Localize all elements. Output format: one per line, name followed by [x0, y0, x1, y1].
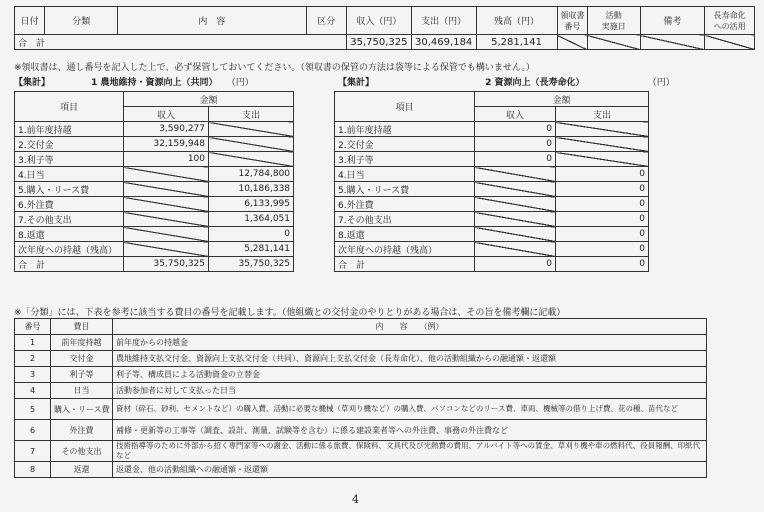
ledger-header-table	[14, 6, 755, 50]
row-income: 0	[475, 137, 556, 152]
col-activity-line2: 実施日	[601, 21, 626, 31]
right-unit: （円）	[647, 78, 675, 88]
col-activity-date	[587, 7, 640, 35]
header-row	[15, 7, 755, 35]
total-expense: 30,469,184	[411, 35, 476, 50]
table-row	[15, 122, 294, 137]
table-row	[15, 441, 707, 462]
row-income-blank	[475, 242, 556, 257]
table-row	[335, 137, 649, 152]
left-unit: （円）	[226, 78, 254, 88]
col-content: 内 容 （例）	[113, 319, 707, 335]
row-expense-blank	[556, 122, 649, 137]
left-total-income: 35,750,325	[124, 257, 209, 272]
table-row	[15, 242, 294, 257]
row-income: 100	[124, 152, 209, 167]
row-no: 4	[15, 383, 51, 399]
row-label: 5.購入・リース費	[15, 182, 124, 197]
left-summary-table	[14, 91, 294, 272]
row-content: 資材（砕石、砂利、セメントなど）の購入費、活動に必要な機械（草刈り機など）の購入費、パソコンなどのリース費、車両、機械等の借り上げ費、花の種、苗代など	[113, 399, 707, 420]
right-total-expense: 0	[556, 257, 649, 272]
right-col-item: 項目	[335, 92, 475, 122]
row-content: 補修・更新等の工事等（調査、設計、測量、試験等を含む）に係る建設業者等への外注費、事務の外注費など	[113, 420, 707, 441]
table-row	[335, 122, 649, 137]
left-col-income: 収入	[124, 107, 209, 122]
col-content: 内 容	[118, 7, 306, 35]
table-row	[15, 137, 294, 152]
row-item: 前年度持越	[51, 335, 113, 351]
col-activity-line1: 活動	[605, 10, 622, 20]
table-row	[15, 399, 707, 420]
row-expense-blank	[556, 137, 649, 152]
table-row	[335, 197, 649, 212]
row-expense: 0	[209, 227, 294, 242]
row-item: 日当	[51, 383, 113, 399]
row-expense: 10,186,338	[209, 182, 294, 197]
row-expense: 12,784,800	[209, 167, 294, 182]
row-label: 2.交付金	[335, 137, 475, 152]
activity-blank	[587, 35, 640, 50]
row-label: 7.その他支出	[335, 212, 475, 227]
row-expense-blank	[209, 152, 294, 167]
table-row	[15, 462, 707, 478]
col-receipt-line1: 領収書	[560, 10, 585, 20]
row-income: 0	[475, 152, 556, 167]
row-income-blank	[124, 182, 209, 197]
row-income: 3,590,277	[124, 122, 209, 137]
row-income-blank	[475, 212, 556, 227]
row-expense: 1,364,051	[209, 212, 294, 227]
right-col-income: 収入	[475, 107, 556, 122]
col-no: 番号	[15, 319, 51, 335]
col-date: 日付	[15, 7, 45, 35]
row-label: 次年度への持越（残高）	[15, 242, 124, 257]
row-expense: 0	[556, 197, 649, 212]
table-row	[335, 167, 649, 182]
row-label: 3.利子等	[15, 152, 124, 167]
col-item: 費目	[51, 319, 113, 335]
table-row	[15, 367, 707, 383]
row-content: 前年度からの持越金	[113, 335, 707, 351]
table-row	[15, 212, 294, 227]
row-income-blank	[475, 227, 556, 242]
row-income-blank	[475, 182, 556, 197]
category-table	[14, 318, 707, 478]
left-total-label: 合 計	[15, 257, 124, 272]
row-label: 8.返還	[335, 227, 475, 242]
col-longlife-line2: への活用	[713, 21, 746, 31]
row-label: 8.返還	[15, 227, 124, 242]
row-label: 2.交付金	[15, 137, 124, 152]
right-summary-table	[334, 91, 649, 272]
row-no: 5	[15, 399, 51, 420]
left-total-expense: 35,750,325	[209, 257, 294, 272]
row-label: 4.日当	[335, 167, 475, 182]
col-receipt-no	[557, 7, 587, 35]
row-label: 1.前年度持越	[335, 122, 475, 137]
row-income: 0	[475, 122, 556, 137]
row-item: 利子等	[51, 367, 113, 383]
row-income-blank	[124, 212, 209, 227]
left-section-title	[14, 75, 254, 88]
receipt-note: ※領収書は、通し番号を記入した上で、必ず保管しておいてください。（領収書の保管の方法は袋等による保管でも構いません。）	[14, 63, 535, 73]
table-row	[15, 182, 294, 197]
col-longlife-line1: 長寿命化	[713, 10, 746, 20]
right-col-amount: 金額	[475, 92, 649, 107]
row-income-blank	[475, 197, 556, 212]
row-item: その他支出	[51, 441, 113, 462]
left-col-item: 項目	[15, 92, 124, 122]
table-row	[15, 420, 707, 441]
row-no: 6	[15, 420, 51, 441]
row-income: 32,159,948	[124, 137, 209, 152]
right-total-label: 合 計	[335, 257, 475, 272]
table-row	[335, 212, 649, 227]
left-title: 1 農地維持・資源向上（共同）	[91, 78, 218, 88]
table-row	[15, 227, 294, 242]
row-expense-blank	[556, 152, 649, 167]
row-label: 次年度への持越（残高）	[335, 242, 475, 257]
row-content: 返還金、他の活動組織への融通額・返還額	[113, 462, 707, 478]
row-expense: 5,281,141	[209, 242, 294, 257]
col-balance: 残高（円）	[476, 7, 557, 35]
col-category: 分類	[45, 7, 118, 35]
table-row	[15, 383, 707, 399]
row-income-blank	[124, 227, 209, 242]
row-content: 利子等、構成員による活動資金の立替金	[113, 367, 707, 383]
row-income-blank	[475, 167, 556, 182]
right-tag: 【集計】	[338, 78, 375, 88]
left-col-expense: 支出	[209, 107, 294, 122]
row-no: 7	[15, 441, 51, 462]
longlife-blank	[705, 35, 755, 50]
receipt-blank	[557, 35, 587, 50]
col-remarks: 備考	[640, 7, 705, 35]
table-row	[335, 227, 649, 242]
category-header-row	[15, 319, 707, 335]
table-row	[335, 182, 649, 197]
table-row	[15, 335, 707, 351]
row-item: 外注費	[51, 420, 113, 441]
row-item: 交付金	[51, 351, 113, 367]
row-expense: 0	[556, 182, 649, 197]
total-row	[335, 257, 649, 272]
total-row	[15, 257, 294, 272]
right-section-title	[338, 75, 675, 88]
row-expense: 6,133,995	[209, 197, 294, 212]
table-row	[15, 152, 294, 167]
row-expense: 0	[556, 212, 649, 227]
row-income-blank	[124, 197, 209, 212]
page-number: 4	[352, 493, 359, 506]
col-receipt-line2: 番号	[564, 21, 581, 31]
row-item: 返還	[51, 462, 113, 478]
table-row	[15, 167, 294, 182]
row-no: 2	[15, 351, 51, 367]
row-label: 5.購入・リース費	[335, 182, 475, 197]
right-title: 2 資源向上（長寿命化）	[485, 78, 585, 88]
row-label: 4.日当	[15, 167, 124, 182]
left-col-amount: 金額	[124, 92, 294, 107]
row-content: 技術指導等のために外部から招く専門家等への謝金、活動に係る旅費、保険料、文具代及び光熱費の費用、アルバイト等への賃金、草刈り機や車の燃料代、役員報酬、印紙代など	[113, 441, 707, 462]
row-no: 8	[15, 462, 51, 478]
row-income-blank	[124, 167, 209, 182]
total-row	[15, 35, 755, 50]
row-label: 7.その他支出	[15, 212, 124, 227]
remarks-blank	[640, 35, 705, 50]
row-no: 3	[15, 367, 51, 383]
col-expense: 支出（円）	[411, 7, 476, 35]
row-no: 1	[15, 335, 51, 351]
total-income: 35,750,325	[347, 35, 412, 50]
left-tag: 【集計】	[14, 78, 51, 88]
row-expense: 0	[556, 167, 649, 182]
row-expense-blank	[209, 137, 294, 152]
total-balance: 5,281,141	[476, 35, 557, 50]
table-row	[15, 197, 294, 212]
row-content: 活動参加者に対して支払った日当	[113, 383, 707, 399]
row-expense: 0	[556, 242, 649, 257]
right-col-expense: 支出	[556, 107, 649, 122]
table-row	[335, 242, 649, 257]
row-label: 6.外注費	[15, 197, 124, 212]
col-division: 区分	[306, 7, 346, 35]
col-income: 収入（円）	[347, 7, 412, 35]
right-total-income: 0	[475, 257, 556, 272]
row-content: 農地維持支払交付金、資源向上支払交付金（共同）、資源向上支払交付金（長寿命化）、他の活動組織からの融通額・返還額	[113, 351, 707, 367]
row-label: 3.利子等	[335, 152, 475, 167]
row-expense-blank	[209, 122, 294, 137]
row-income-blank	[124, 242, 209, 257]
category-note: ※「分類」には、下表を参考に該当する費目の番号を記載します。（他組織との交付金のやりとりがある場合は、その旨を備考欄に記載）	[14, 308, 566, 318]
table-row	[335, 152, 649, 167]
total-label: 合 計	[15, 35, 347, 50]
table-row	[15, 351, 707, 367]
row-label: 1.前年度持越	[15, 122, 124, 137]
row-label: 6.外注費	[335, 197, 475, 212]
col-longlife	[705, 7, 755, 35]
row-expense: 0	[556, 227, 649, 242]
row-item: 購入・リース費	[51, 399, 113, 420]
